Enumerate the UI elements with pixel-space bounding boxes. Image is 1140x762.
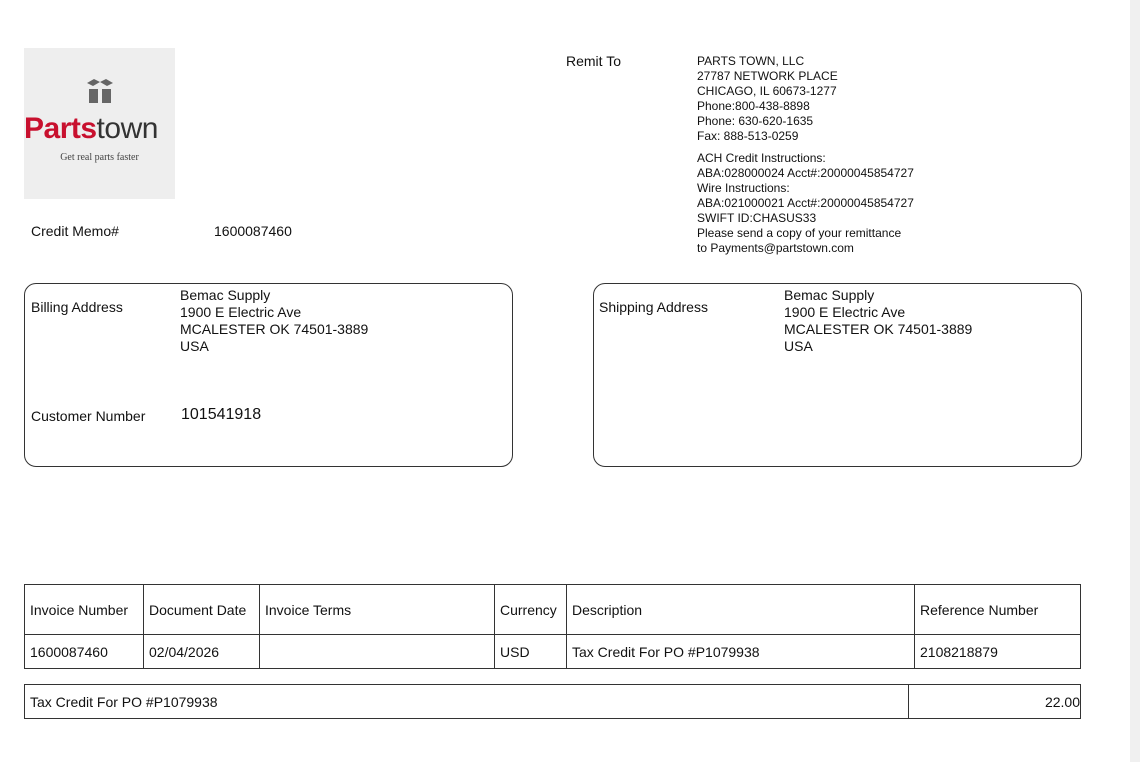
billing-line: 1900 E Electric Ave — [180, 304, 302, 320]
billing-line: MCALESTER OK 74501-3889 — [180, 321, 369, 337]
instruction-line: SWIFT ID:CHASUS33 — [697, 211, 817, 226]
header-description: Description — [567, 585, 915, 635]
company-logo — [24, 48, 175, 199]
instruction-line: Wire Instructions: — [697, 181, 790, 196]
table-row — [25, 685, 1081, 719]
vertical-scrollbar[interactable] — [1130, 0, 1140, 762]
credit-memo-number: 1600087460 — [214, 223, 292, 239]
brand-wordmark: Partstown — [24, 112, 158, 145]
header-reference-number: Reference Number — [915, 585, 1081, 635]
header-currency: Currency — [495, 585, 567, 635]
billing-address-label: Billing Address — [31, 299, 123, 315]
customer-number-label: Customer Number — [31, 408, 146, 424]
gift-box-icon — [86, 78, 114, 104]
remit-line: Fax: 888-513-0259 — [697, 128, 799, 143]
cell-currency: USD — [495, 635, 567, 669]
shipping-address — [784, 287, 972, 355]
instruction-line: to Payments@partstown.com — [697, 240, 854, 255]
shipping-address-label: Shipping Address — [599, 299, 708, 315]
cell-description: Tax Credit For PO #P1079938 — [567, 635, 915, 669]
brand-tagline: Get real parts faster — [60, 152, 139, 163]
remit-line: Phone: 630-620-1635 — [697, 113, 814, 128]
customer-number: 101541918 — [181, 406, 262, 423]
billing-address — [180, 287, 368, 355]
billing-line: USA — [180, 338, 209, 354]
cell-invoice-terms — [260, 635, 495, 669]
table-row — [25, 635, 1081, 669]
invoice-table — [24, 584, 1081, 669]
shipping-line: MCALESTER OK 74501-3889 — [784, 321, 973, 337]
instruction-line: Please send a copy of your remittance — [697, 225, 902, 240]
instruction-line: ABA:028000024 Acct#:20000045854727 — [697, 166, 914, 181]
shipping-line: Bemac Supply — [784, 287, 875, 303]
cell-reference-number: 2108218879 — [915, 635, 1081, 669]
remit-line: Phone:800-438-8898 — [697, 98, 810, 113]
line-item-table — [24, 684, 1081, 719]
cell-document-date: 02/04/2026 — [144, 635, 260, 669]
table-header-row — [25, 585, 1081, 635]
billing-line: Bemac Supply — [180, 287, 271, 303]
shipping-line: USA — [784, 338, 813, 354]
header-invoice-number: Invoice Number — [25, 585, 144, 635]
remit-to-label: Remit To — [566, 53, 621, 69]
header-invoice-terms: Invoice Terms — [260, 585, 495, 635]
line-item-amount: 22.00 — [909, 685, 1081, 719]
remit-line: 27787 NETWORK PLACE — [697, 68, 838, 83]
header-document-date: Document Date — [144, 585, 260, 635]
instruction-line: ABA:021000021 Acct#:20000045854727 — [697, 196, 914, 211]
remit-to-address — [697, 54, 914, 256]
credit-memo-label: Credit Memo# — [31, 223, 119, 239]
remit-line: PARTS TOWN, LLC — [697, 54, 805, 68]
instruction-line: ACH Credit Instructions: — [697, 151, 826, 166]
line-item-description: Tax Credit For PO #P1079938 — [25, 685, 909, 719]
remit-line: CHICAGO, IL 60673-1277 — [697, 83, 837, 98]
shipping-line: 1900 E Electric Ave — [784, 304, 906, 320]
cell-invoice-number: 1600087460 — [25, 635, 144, 669]
